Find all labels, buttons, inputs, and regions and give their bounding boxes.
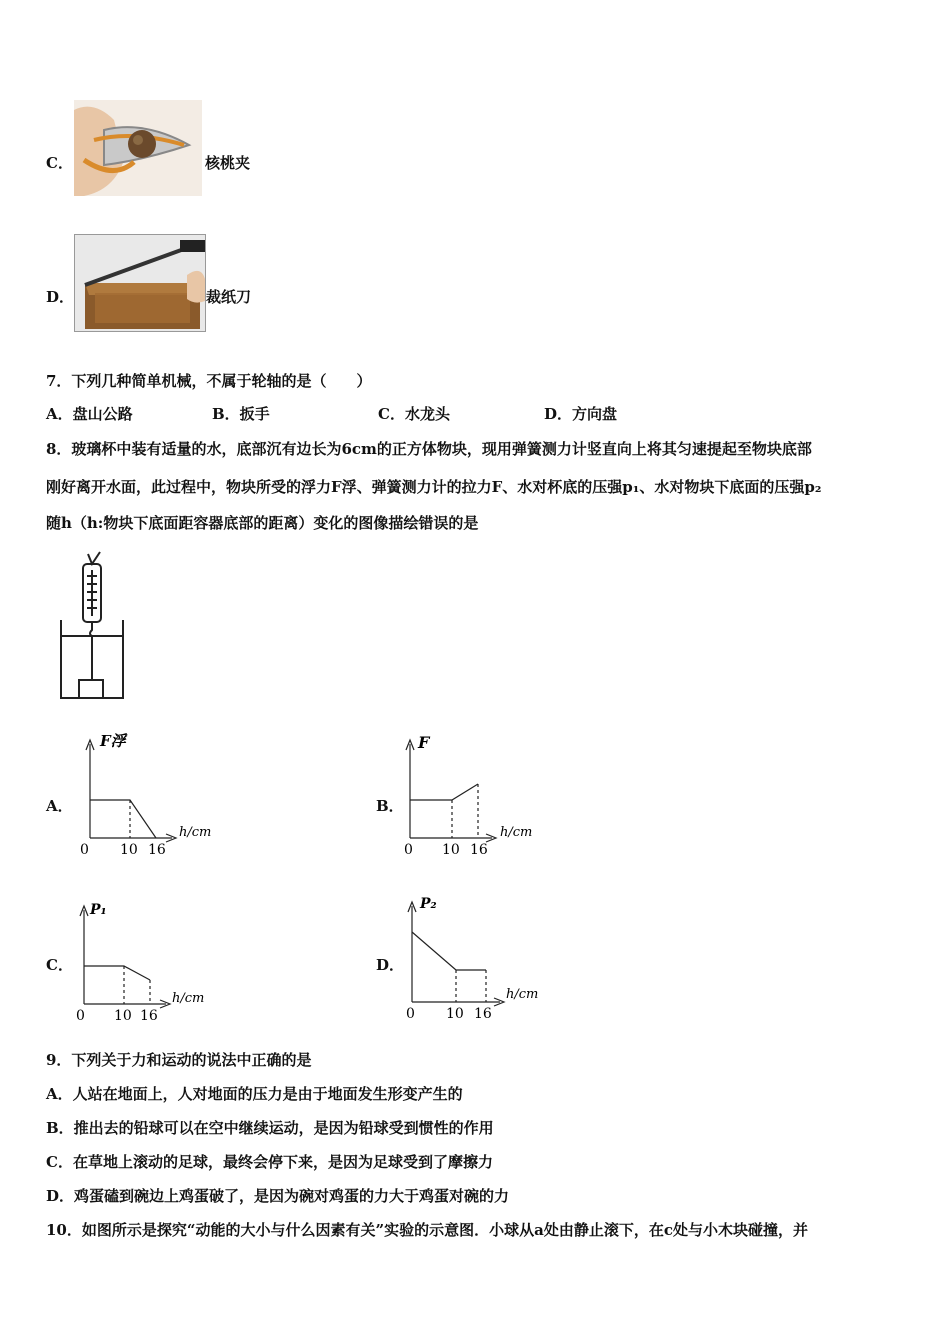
graph-c-tick-10: 10 — [114, 1008, 132, 1024]
graph-d-tick-16: 16 — [474, 1006, 492, 1022]
option-letter: C． — [46, 154, 73, 172]
q8-graph-letter-d: D． — [376, 956, 405, 974]
q8-stem-line3: 随h（h:物块下底面距容器底部的距离）变化的图像描绘错误的是 — [46, 514, 479, 532]
graph-c — [66, 896, 226, 1030]
graph-d-xlabel: h/cm — [506, 987, 539, 1002]
graph-b — [392, 730, 552, 864]
q9-option-a: A．人站在地面上，人对地面的压力是由于地面发生形变产生的 — [46, 1085, 463, 1103]
graph-a-curve — [90, 800, 156, 838]
q6-option-c — [46, 152, 73, 173]
q7-option-b: B．扳手 — [212, 405, 270, 423]
q9-stem: 9．下列关于力和运动的说法中正确的是 — [46, 1051, 312, 1069]
graph-a-tick-0: 0 — [80, 842, 89, 858]
graph-d-tick-0: 0 — [406, 1006, 415, 1022]
graph-b-xlabel: h/cm — [500, 825, 533, 840]
graph-c-xlabel: h/cm — [172, 991, 205, 1006]
graph-b-curve — [410, 784, 478, 800]
spring-scale-beaker-figure — [55, 550, 135, 706]
q8-stem-line1: 8．玻璃杯中装有适量的水，底部沉有边长为6cm的正方体物块，现用弹簧测力计竖直向上将其匀速提起至物块底部 — [46, 440, 812, 458]
paper-cutter-photo-icon — [74, 234, 206, 332]
q6-option-d — [46, 286, 74, 307]
graph-c-tick-0: 0 — [76, 1008, 85, 1024]
q7-option-d: D．方向盘 — [544, 405, 618, 423]
graph-a-ylabel: F浮 — [100, 732, 126, 750]
graph-b-tick-10: 10 — [442, 842, 460, 858]
q8-graph-letter-c: C． — [46, 956, 73, 974]
graph-b-tick-16: 16 — [470, 842, 488, 858]
graph-b-tick-0: 0 — [404, 842, 413, 858]
graph-a-xlabel: h/cm — [179, 825, 212, 840]
graph-d-ylabel: P₂ — [420, 896, 437, 912]
q8-graph-letter-a: A． — [46, 797, 73, 815]
graph-d — [394, 892, 554, 1026]
graph-d-tick-10: 10 — [446, 1006, 464, 1022]
graph-b-ylabel: F — [418, 733, 430, 752]
q6-option-c-label: 核桃夹 — [205, 154, 251, 172]
q7-option-a: A．盘山公路 — [46, 405, 133, 423]
q9-option-c: C．在草地上滚动的足球，最终会停下来，是因为足球受到了摩擦力 — [46, 1153, 493, 1171]
q10-stem: 10．如图所示是探究“动能的大小与什么因素有关”实验的示意图．小球从a处由静止滚下，在c处与小木块碰撞，并 — [46, 1221, 808, 1239]
q9-option-d: D．鸡蛋磕到碗边上鸡蛋破了，是因为碗对鸡蛋的力大于鸡蛋对碗的力 — [46, 1187, 510, 1205]
q7-stem: 7．下列几种简单机械，不属于轮轴的是（ ） — [46, 372, 372, 390]
graph-a — [72, 730, 232, 864]
q8-stem-line2: 刚好离开水面，此过程中，物块所受的浮力F浮、弹簧测力计的拉力F、水对杯底的压强p₁、水对物块下底面的压强p₂ — [46, 478, 822, 496]
option-letter: D． — [46, 288, 75, 306]
q7-option-c: C．水龙头 — [378, 405, 450, 423]
q6-option-d-label: 裁纸刀 — [206, 288, 252, 306]
graph-c-curve — [84, 966, 150, 980]
graph-a-tick-16: 16 — [148, 842, 166, 858]
q7-options — [0, 403, 950, 425]
graph-c-tick-16: 16 — [140, 1008, 158, 1024]
graph-d-curve — [412, 932, 486, 970]
q9-option-b: B．推出去的铅球可以在空中继续运动，是因为铅球受到惯性的作用 — [46, 1119, 494, 1137]
graph-a-tick-10: 10 — [120, 842, 138, 858]
graph-c-ylabel: P₁ — [90, 902, 107, 918]
nutcracker-photo-icon — [74, 100, 202, 196]
q8-graph-letter-b: B． — [376, 797, 404, 815]
